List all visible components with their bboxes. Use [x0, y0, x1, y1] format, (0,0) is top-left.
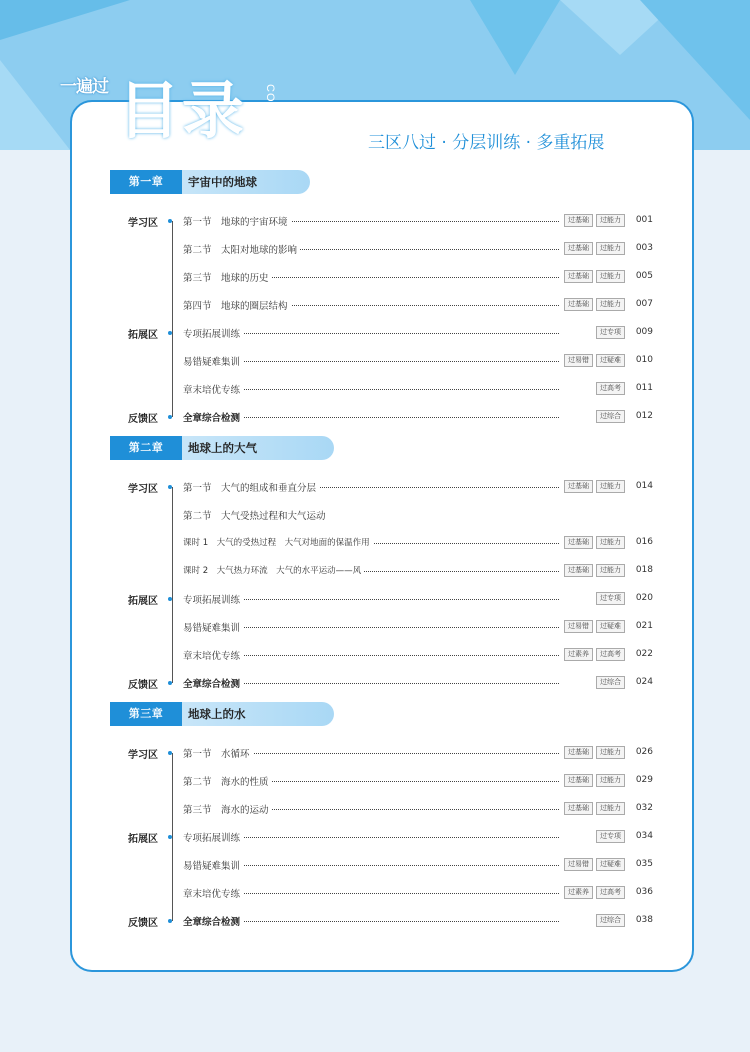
- level-badge: 过能力: [596, 270, 625, 283]
- leader-dots: [223, 893, 559, 894]
- toc-entry[interactable]: [183, 508, 653, 522]
- entry-label: 第二节 太阳对地球的影响: [183, 242, 300, 256]
- level-badge: 过基础: [564, 802, 593, 815]
- entry-badges: [564, 774, 625, 787]
- page-number: 007: [635, 299, 653, 309]
- zone-bullet: [168, 681, 172, 685]
- leader-dots: [223, 277, 559, 278]
- section-connector-line: [172, 753, 173, 921]
- toc-entry[interactable]: [183, 480, 653, 494]
- level-badge: 过综合: [596, 914, 625, 927]
- toc-entry[interactable]: [183, 914, 653, 928]
- level-badge: 过疑难: [596, 620, 625, 633]
- toc-entry[interactable]: [183, 410, 653, 424]
- entry-badges: [564, 620, 625, 633]
- leader-dots: [223, 683, 559, 684]
- leader-dots: [223, 837, 559, 838]
- entry-badges: [564, 214, 625, 227]
- entry-badges: [564, 480, 625, 493]
- chapter-number: 第一章: [110, 170, 182, 194]
- entry-label: 全章综合检测: [183, 676, 243, 690]
- entry-badges: [564, 536, 625, 549]
- entry-badges: [564, 746, 625, 759]
- level-badge: 过高考: [596, 886, 625, 899]
- page-number: 014: [635, 481, 653, 491]
- entry-label: 第四节 地球的圈层结构: [183, 298, 291, 312]
- entry-badges: [564, 242, 625, 255]
- page-number: 020: [635, 593, 653, 603]
- page-number: 001: [635, 215, 653, 225]
- entry-label: 易错疑难集训: [183, 620, 243, 634]
- level-badge: 过能力: [596, 536, 625, 549]
- entry-badges: [596, 914, 625, 927]
- page-number: 035: [635, 859, 653, 869]
- entry-badges: [564, 858, 625, 871]
- chapter-title: 地球上的大气: [188, 441, 257, 455]
- entry-badges: [596, 410, 625, 423]
- entry-badges: [564, 354, 625, 367]
- entry-label: 第一节 水循环: [183, 746, 253, 760]
- level-badge: 过能力: [596, 564, 625, 577]
- chapter-header: [110, 436, 334, 460]
- page-number: 009: [635, 327, 653, 337]
- page-number: 012: [635, 411, 653, 421]
- level-badge: 过基础: [564, 242, 593, 255]
- section-connector-line: [172, 487, 173, 683]
- level-badge: 过能力: [596, 214, 625, 227]
- leader-dots: [223, 333, 559, 334]
- entry-label: 全章综合检测: [183, 914, 243, 928]
- chapter-header: [110, 170, 310, 194]
- level-badge: 过基础: [564, 298, 593, 311]
- entry-badges: [564, 270, 625, 283]
- level-badge: 过专项: [596, 326, 625, 339]
- chapter-header: [110, 702, 334, 726]
- level-badge: 过能力: [596, 242, 625, 255]
- entry-badges: [596, 830, 625, 843]
- page-number: 003: [635, 243, 653, 253]
- entry-label: 第二节 海水的性质: [183, 774, 272, 788]
- toc-entry[interactable]: [183, 746, 653, 760]
- leader-dots: [223, 627, 559, 628]
- toc-entry[interactable]: [183, 648, 653, 662]
- leader-dots: [223, 417, 559, 418]
- level-badge: 过基础: [564, 564, 593, 577]
- entry-label: 易错疑难集训: [183, 354, 243, 368]
- toc-entry[interactable]: [183, 802, 653, 816]
- leader-dots: [223, 655, 559, 656]
- level-badge: 过基础: [564, 270, 593, 283]
- chapter-title: 宇宙中的地球: [188, 175, 257, 189]
- contents-label: CONTENTS: [264, 84, 276, 153]
- level-badge: 过基础: [564, 536, 593, 549]
- page-number: 022: [635, 649, 653, 659]
- zone-bullet: [168, 331, 172, 335]
- toc-entry[interactable]: [183, 564, 653, 578]
- entry-label: 章末培优专练: [183, 382, 243, 396]
- page-number: 021: [635, 621, 653, 631]
- leader-dots: [223, 809, 559, 810]
- toc-entry[interactable]: [183, 676, 653, 690]
- entry-label: 专项拓展训练: [183, 326, 243, 340]
- level-badge: 过能力: [596, 774, 625, 787]
- page-number: 016: [635, 537, 653, 547]
- page-title: 目录: [118, 74, 247, 147]
- leader-dots: [223, 865, 559, 866]
- page-number: 026: [635, 747, 653, 757]
- toc-entry[interactable]: [183, 382, 653, 396]
- chapter-number: 第三章: [110, 702, 182, 726]
- entry-badges: [564, 564, 625, 577]
- page-number: 029: [635, 775, 653, 785]
- entry-badges: [564, 802, 625, 815]
- entry-badges: [564, 648, 625, 661]
- leader-dots: [223, 599, 559, 600]
- level-badge: 过素养: [564, 648, 593, 661]
- zone-label: 学习区: [128, 218, 158, 229]
- zone-bullet: [168, 835, 172, 839]
- toc-entry[interactable]: [183, 536, 653, 550]
- entry-badges: [596, 326, 625, 339]
- chapter-title: 地球上的水: [188, 707, 246, 721]
- page-number: 032: [635, 803, 653, 813]
- zone-label: 学习区: [128, 750, 158, 761]
- level-badge: 过能力: [596, 746, 625, 759]
- level-badge: 过疑难: [596, 858, 625, 871]
- entry-badges: [564, 298, 625, 311]
- toc-entry[interactable]: [183, 270, 653, 284]
- entry-label: 章末培优专练: [183, 886, 243, 900]
- chapter-number: 第二章: [110, 436, 182, 460]
- toc-entry[interactable]: [183, 214, 653, 228]
- level-badge: 过基础: [564, 774, 593, 787]
- page-number: 011: [635, 383, 653, 393]
- toc-entry[interactable]: [183, 858, 653, 872]
- toc-entry[interactable]: [183, 774, 653, 788]
- toc-entry[interactable]: [183, 830, 653, 844]
- brand-logo: 一遍过: [60, 77, 108, 97]
- entry-label: 第二节 大气受热过程和大气运动: [183, 508, 329, 522]
- entry-label: 第三节 海水的运动: [183, 802, 272, 816]
- level-badge: 过综合: [596, 676, 625, 689]
- page-number: 038: [635, 915, 653, 925]
- page-number: 036: [635, 887, 653, 897]
- leader-dots: [223, 389, 559, 390]
- toc-entry[interactable]: [183, 886, 653, 900]
- toc-entry[interactable]: [183, 354, 653, 368]
- entry-label: 课时 2 大气热力环流 大气的水平运动——风: [183, 564, 364, 576]
- leader-dots: [223, 781, 559, 782]
- zone-label: 拓展区: [128, 596, 158, 607]
- zone-label: 反馈区: [128, 680, 158, 691]
- level-badge: 过能力: [596, 480, 625, 493]
- level-badge: 过基础: [564, 746, 593, 759]
- toc-entry[interactable]: [183, 326, 653, 340]
- entry-label: 全章综合检测: [183, 410, 243, 424]
- level-badge: 过基础: [564, 214, 593, 227]
- slogan: 三区八过 · 分层训练 · 多重拓展: [368, 133, 605, 153]
- page-number: 010: [635, 355, 653, 365]
- level-badge: 过专项: [596, 592, 625, 605]
- entry-badges: [596, 676, 625, 689]
- entry-label: 第三节 地球的历史: [183, 270, 272, 284]
- entry-label: 易错疑难集训: [183, 858, 243, 872]
- level-badge: 过能力: [596, 298, 625, 311]
- page-number: 005: [635, 271, 653, 281]
- entry-label: 第一节 地球的宇宙环境: [183, 214, 291, 228]
- entry-label: 专项拓展训练: [183, 830, 243, 844]
- zone-bullet: [168, 751, 172, 755]
- level-badge: 过综合: [596, 410, 625, 423]
- page-number: 018: [635, 565, 653, 575]
- zone-bullet: [168, 415, 172, 419]
- leader-dots: [223, 921, 559, 922]
- level-badge: 过素养: [564, 886, 593, 899]
- level-badge: 过易错: [564, 620, 593, 633]
- page-number: 034: [635, 831, 653, 841]
- entry-label: 第一节 大气的组成和垂直分层: [183, 480, 319, 494]
- entry-badges: [596, 382, 625, 395]
- zone-label: 拓展区: [128, 330, 158, 341]
- level-badge: 过疑难: [596, 354, 625, 367]
- zone-bullet: [168, 485, 172, 489]
- toc-entry[interactable]: [183, 242, 653, 256]
- entry-label: 专项拓展训练: [183, 592, 243, 606]
- level-badge: 过高考: [596, 648, 625, 661]
- level-badge: 过易错: [564, 858, 593, 871]
- level-badge: 过基础: [564, 480, 593, 493]
- level-badge: 过高考: [596, 382, 625, 395]
- zone-bullet: [168, 597, 172, 601]
- entry-label: 课时 1 大气的受热过程 大气对地面的保温作用: [183, 536, 373, 548]
- section-connector-line: [172, 221, 173, 417]
- leader-dots: [223, 361, 559, 362]
- zone-label: 反馈区: [128, 918, 158, 929]
- toc-entry[interactable]: [183, 298, 653, 312]
- level-badge: 过易错: [564, 354, 593, 367]
- level-badge: 过专项: [596, 830, 625, 843]
- level-badge: 过能力: [596, 802, 625, 815]
- zone-bullet: [168, 919, 172, 923]
- zone-bullet: [168, 219, 172, 223]
- page-number: 024: [635, 677, 653, 687]
- toc-entry[interactable]: [183, 620, 653, 634]
- leader-dots: [223, 753, 559, 754]
- zone-label: 反馈区: [128, 414, 158, 425]
- entry-badges: [596, 592, 625, 605]
- entry-badges: [564, 886, 625, 899]
- entry-label: 章末培优专练: [183, 648, 243, 662]
- zone-label: 拓展区: [128, 834, 158, 845]
- toc-entry[interactable]: [183, 592, 653, 606]
- zone-label: 学习区: [128, 484, 158, 495]
